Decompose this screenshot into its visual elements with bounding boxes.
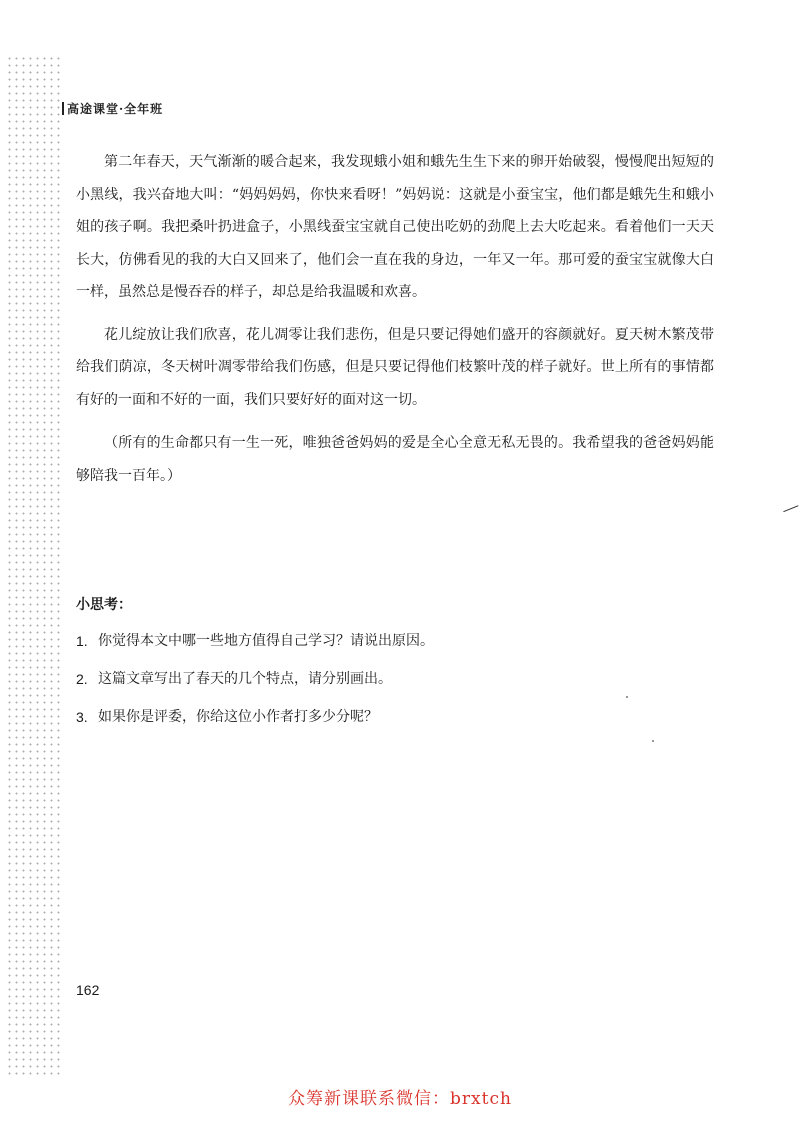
dotted-margin-decoration	[6, 55, 60, 1075]
question-text: 如果你是评委，你给这位小作者打多少分呢？	[98, 709, 378, 725]
scan-speck	[652, 740, 654, 742]
thinking-title: 小思考：	[76, 597, 132, 613]
thinking-section	[76, 594, 716, 744]
book-title: 高途课堂·全年班	[67, 102, 164, 116]
page-number: 162	[76, 982, 100, 998]
essay-body	[76, 146, 714, 492]
running-header	[62, 100, 163, 117]
header-bar-icon	[62, 102, 64, 115]
scan-speck	[626, 696, 628, 698]
question-text: 你觉得本文中哪一些地方值得自己学习？请说出原因。	[98, 633, 434, 649]
question-text: 这篇文章写出了春天的几个特点，请分别画出。	[98, 671, 392, 687]
scan-mark-decoration	[783, 505, 800, 517]
watermark-text: 众筹新课联系微信：brxtch	[288, 1089, 512, 1109]
question-item	[76, 706, 716, 728]
question-item	[76, 630, 716, 652]
question-number: 2.	[76, 671, 88, 687]
essay-paragraph: 第二年春天，天气渐渐的暖合起来，我发现蛾小姐和蛾先生生下来的卵开始破裂，慢慢爬出短短的小黑线，我兴奋地大叫：“妈妈妈妈，你快来看呀！”妈妈说：这就是小蚕宝宝，他们都是蛾先生和蛾小姐的孩子啊。我把桑叶扔进盒子，小黑线蚕宝宝就自己使出吃奶的劲爬上去大吃起来。看着他们一天天长大，仿佛看见的我的大白又回来了，他们会一直在我的身边，一年又一年。那可爱的蚕宝宝就像大白一样，虽然总是慢吞吞的样子，却总是给我温暖和欢喜。	[76, 154, 714, 300]
question-item	[76, 668, 716, 690]
essay-note: （所有的生命都只有一生一死，唯独爸爸妈妈的爱是全心全意无私无畏的。我希望我的爸爸妈妈能够陪我一百年。）	[76, 435, 714, 484]
essay-paragraph: 花儿绽放让我们欣喜，花儿凋零让我们悲伤，但是只要记得她们盛开的容颜就好。夏天树木繁茂带给我们荫凉，冬天树叶凋零带给我们伤感，但是只要记得他们枝繁叶茂的样子就好。世上所有的事情都有好的一面和不好的一面，我们只要好好的面对这一切。	[76, 326, 714, 408]
question-number: 3.	[76, 709, 88, 725]
question-number: 1.	[76, 633, 88, 649]
